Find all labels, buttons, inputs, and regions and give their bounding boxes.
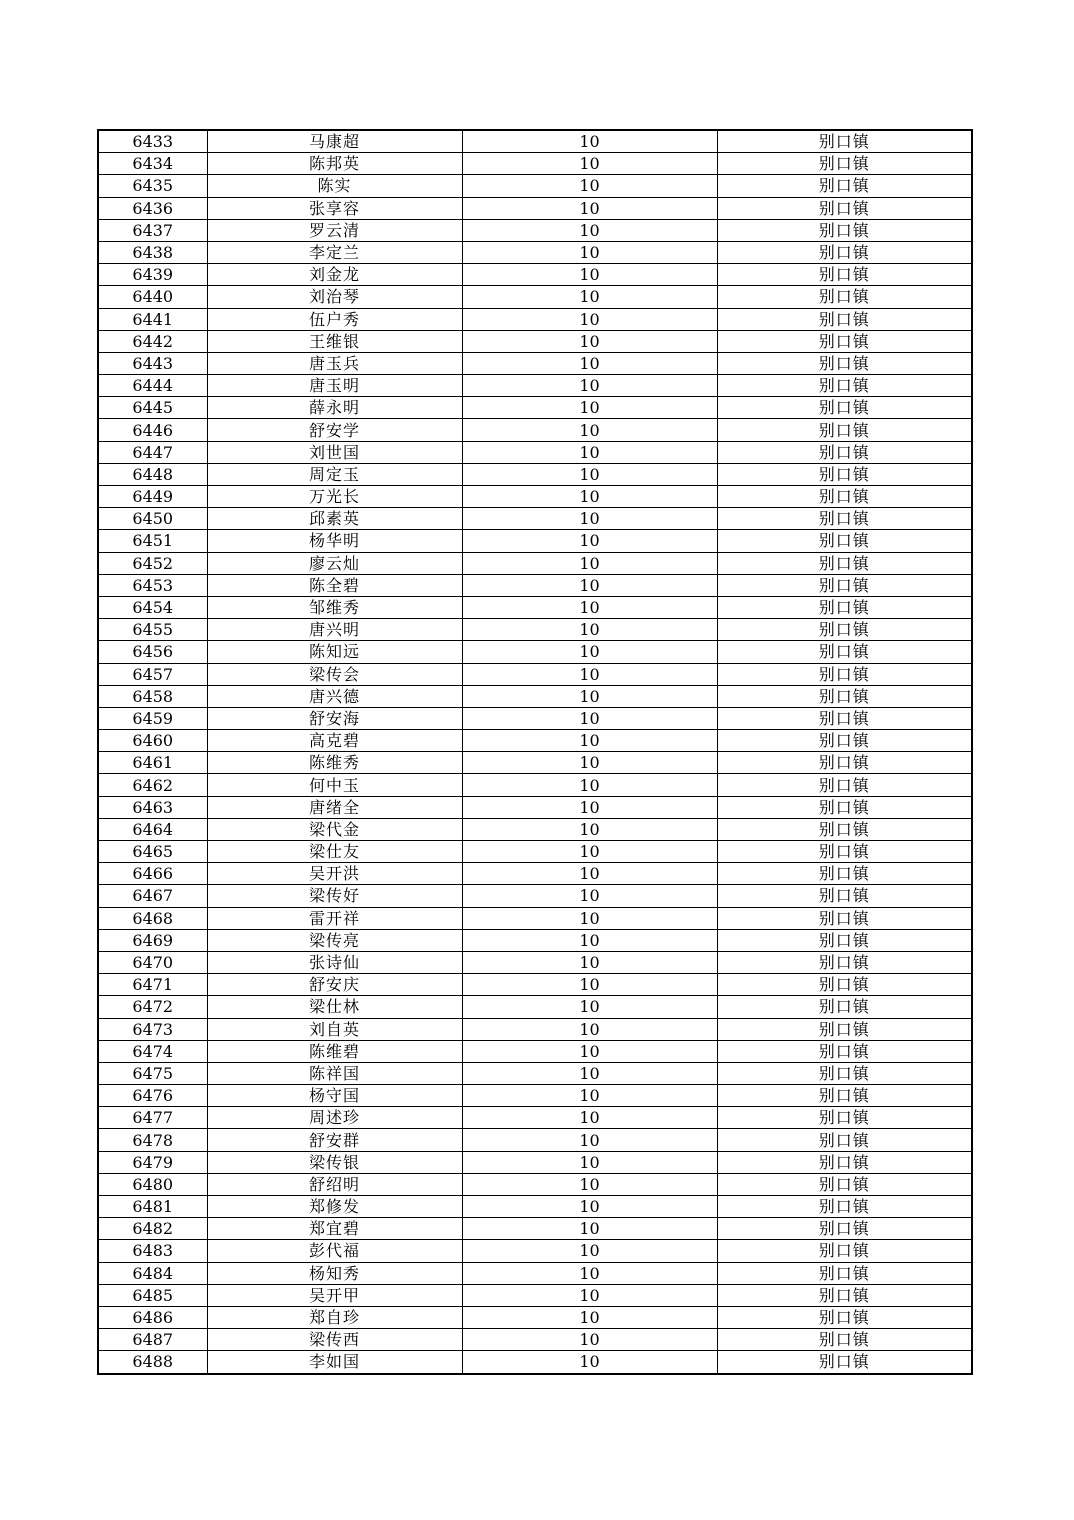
amount-cell: 10 — [462, 707, 717, 729]
town-cell: 别口镇 — [717, 330, 972, 352]
row-number-cell: 6444 — [98, 375, 207, 397]
row-number-cell: 6446 — [98, 419, 207, 441]
name-cell: 梁仕友 — [207, 841, 462, 863]
row-number-cell: 6463 — [98, 796, 207, 818]
town-cell: 别口镇 — [717, 1240, 972, 1262]
amount-cell: 10 — [462, 264, 717, 286]
amount-cell: 10 — [462, 419, 717, 441]
town-cell: 别口镇 — [717, 375, 972, 397]
name-cell: 唐玉明 — [207, 375, 462, 397]
name-cell: 梁传银 — [207, 1151, 462, 1173]
table-row — [98, 153, 972, 175]
table-row — [98, 1351, 972, 1374]
name-cell: 梁代金 — [207, 818, 462, 840]
roster-table — [97, 129, 973, 1375]
name-cell: 梁仕林 — [207, 996, 462, 1018]
town-cell: 别口镇 — [717, 1351, 972, 1374]
town-cell: 别口镇 — [717, 707, 972, 729]
town-cell: 别口镇 — [717, 1018, 972, 1040]
table-row — [98, 1107, 972, 1129]
row-number-cell: 6435 — [98, 175, 207, 197]
row-number-cell: 6447 — [98, 441, 207, 463]
town-cell: 别口镇 — [717, 130, 972, 153]
row-number-cell: 6441 — [98, 308, 207, 330]
amount-cell: 10 — [462, 375, 717, 397]
name-cell: 陈维碧 — [207, 1040, 462, 1062]
town-cell: 别口镇 — [717, 219, 972, 241]
name-cell: 梁传好 — [207, 885, 462, 907]
row-number-cell: 6473 — [98, 1018, 207, 1040]
town-cell: 别口镇 — [717, 863, 972, 885]
amount-cell: 10 — [462, 1107, 717, 1129]
table-row — [98, 663, 972, 685]
table-row — [98, 1284, 972, 1306]
name-cell: 万光长 — [207, 486, 462, 508]
amount-cell: 10 — [462, 308, 717, 330]
amount-cell: 10 — [462, 1151, 717, 1173]
row-number-cell: 6439 — [98, 264, 207, 286]
row-number-cell: 6472 — [98, 996, 207, 1018]
town-cell: 别口镇 — [717, 663, 972, 685]
row-number-cell: 6484 — [98, 1262, 207, 1284]
name-cell: 陈实 — [207, 175, 462, 197]
row-number-cell: 6443 — [98, 352, 207, 374]
row-number-cell: 6456 — [98, 641, 207, 663]
name-cell: 陈全碧 — [207, 574, 462, 596]
row-number-cell: 6465 — [98, 841, 207, 863]
row-number-cell: 6462 — [98, 774, 207, 796]
row-number-cell: 6453 — [98, 574, 207, 596]
town-cell: 别口镇 — [717, 397, 972, 419]
row-number-cell: 6476 — [98, 1085, 207, 1107]
town-cell: 别口镇 — [717, 730, 972, 752]
row-number-cell: 6469 — [98, 929, 207, 951]
amount-cell: 10 — [462, 130, 717, 153]
table-row — [98, 1240, 972, 1262]
amount-cell: 10 — [462, 463, 717, 485]
name-cell: 杨知秀 — [207, 1262, 462, 1284]
name-cell: 郑宜碧 — [207, 1218, 462, 1240]
table-row — [98, 419, 972, 441]
table-row — [98, 552, 972, 574]
name-cell: 梁传西 — [207, 1329, 462, 1351]
table-row — [98, 241, 972, 263]
town-cell: 别口镇 — [717, 463, 972, 485]
town-cell: 别口镇 — [717, 1262, 972, 1284]
table-row — [98, 530, 972, 552]
name-cell: 郑自珍 — [207, 1306, 462, 1328]
town-cell: 别口镇 — [717, 1284, 972, 1306]
amount-cell: 10 — [462, 1329, 717, 1351]
amount-cell: 10 — [462, 1218, 717, 1240]
name-cell: 薛永明 — [207, 397, 462, 419]
row-number-cell: 6455 — [98, 619, 207, 641]
name-cell: 张享容 — [207, 197, 462, 219]
name-cell: 刘金龙 — [207, 264, 462, 286]
amount-cell: 10 — [462, 1018, 717, 1040]
amount-cell: 10 — [462, 1129, 717, 1151]
amount-cell: 10 — [462, 996, 717, 1018]
town-cell: 别口镇 — [717, 951, 972, 973]
name-cell: 舒绍明 — [207, 1173, 462, 1195]
amount-cell: 10 — [462, 352, 717, 374]
town-cell: 别口镇 — [717, 1085, 972, 1107]
row-number-cell: 6445 — [98, 397, 207, 419]
town-cell: 别口镇 — [717, 929, 972, 951]
table-row — [98, 752, 972, 774]
amount-cell: 10 — [462, 219, 717, 241]
table-row — [98, 286, 972, 308]
table-row — [98, 796, 972, 818]
amount-cell: 10 — [462, 441, 717, 463]
table-row — [98, 907, 972, 929]
town-cell: 别口镇 — [717, 574, 972, 596]
name-cell: 杨守国 — [207, 1085, 462, 1107]
table-row — [98, 1173, 972, 1195]
table-row — [98, 219, 972, 241]
row-number-cell: 6464 — [98, 818, 207, 840]
name-cell: 李定兰 — [207, 241, 462, 263]
row-number-cell: 6483 — [98, 1240, 207, 1262]
table-row — [98, 951, 972, 973]
name-cell: 张诗仙 — [207, 951, 462, 973]
row-number-cell: 6468 — [98, 907, 207, 929]
town-cell: 别口镇 — [717, 974, 972, 996]
row-number-cell: 6452 — [98, 552, 207, 574]
row-number-cell: 6433 — [98, 130, 207, 153]
amount-cell: 10 — [462, 885, 717, 907]
table-row — [98, 197, 972, 219]
name-cell: 舒安学 — [207, 419, 462, 441]
table-row — [98, 1196, 972, 1218]
town-cell: 别口镇 — [717, 841, 972, 863]
row-number-cell: 6448 — [98, 463, 207, 485]
name-cell: 杨华明 — [207, 530, 462, 552]
table-row — [98, 175, 972, 197]
row-number-cell: 6458 — [98, 685, 207, 707]
town-cell: 别口镇 — [717, 175, 972, 197]
name-cell: 高克碧 — [207, 730, 462, 752]
town-cell: 别口镇 — [717, 619, 972, 641]
town-cell: 别口镇 — [717, 508, 972, 530]
name-cell: 马康超 — [207, 130, 462, 153]
row-number-cell: 6461 — [98, 752, 207, 774]
name-cell: 舒安庆 — [207, 974, 462, 996]
amount-cell: 10 — [462, 1351, 717, 1374]
amount-cell: 10 — [462, 907, 717, 929]
table-row — [98, 264, 972, 286]
town-cell: 别口镇 — [717, 1040, 972, 1062]
amount-cell: 10 — [462, 330, 717, 352]
amount-cell: 10 — [462, 1196, 717, 1218]
table-row — [98, 508, 972, 530]
amount-cell: 10 — [462, 596, 717, 618]
town-cell: 别口镇 — [717, 241, 972, 263]
name-cell: 周述珍 — [207, 1107, 462, 1129]
name-cell: 吴开甲 — [207, 1284, 462, 1306]
town-cell: 别口镇 — [717, 1129, 972, 1151]
town-cell: 别口镇 — [717, 530, 972, 552]
table-row — [98, 441, 972, 463]
amount-cell: 10 — [462, 818, 717, 840]
amount-cell: 10 — [462, 1085, 717, 1107]
town-cell: 别口镇 — [717, 552, 972, 574]
table-row — [98, 641, 972, 663]
name-cell: 舒安海 — [207, 707, 462, 729]
town-cell: 别口镇 — [717, 1329, 972, 1351]
table-row — [98, 308, 972, 330]
name-cell: 李如国 — [207, 1351, 462, 1374]
town-cell: 别口镇 — [717, 1173, 972, 1195]
town-cell: 别口镇 — [717, 596, 972, 618]
row-number-cell: 6480 — [98, 1173, 207, 1195]
name-cell: 罗云清 — [207, 219, 462, 241]
table-row — [98, 707, 972, 729]
table-row — [98, 885, 972, 907]
row-number-cell: 6485 — [98, 1284, 207, 1306]
amount-cell: 10 — [462, 530, 717, 552]
amount-cell: 10 — [462, 552, 717, 574]
amount-cell: 10 — [462, 730, 717, 752]
amount-cell: 10 — [462, 1284, 717, 1306]
town-cell: 别口镇 — [717, 818, 972, 840]
row-number-cell: 6477 — [98, 1107, 207, 1129]
town-cell: 别口镇 — [717, 153, 972, 175]
name-cell: 刘世国 — [207, 441, 462, 463]
town-cell: 别口镇 — [717, 197, 972, 219]
amount-cell: 10 — [462, 1040, 717, 1062]
table-row — [98, 929, 972, 951]
name-cell: 陈知远 — [207, 641, 462, 663]
town-cell: 别口镇 — [717, 796, 972, 818]
row-number-cell: 6437 — [98, 219, 207, 241]
town-cell: 别口镇 — [717, 752, 972, 774]
amount-cell: 10 — [462, 863, 717, 885]
row-number-cell: 6440 — [98, 286, 207, 308]
town-cell: 别口镇 — [717, 419, 972, 441]
row-number-cell: 6466 — [98, 863, 207, 885]
row-number-cell: 6451 — [98, 530, 207, 552]
amount-cell: 10 — [462, 153, 717, 175]
table-row — [98, 1151, 972, 1173]
town-cell: 别口镇 — [717, 1107, 972, 1129]
table-row — [98, 996, 972, 1018]
amount-cell: 10 — [462, 175, 717, 197]
row-number-cell: 6436 — [98, 197, 207, 219]
name-cell: 吴开洪 — [207, 863, 462, 885]
name-cell: 邱素英 — [207, 508, 462, 530]
row-number-cell: 6460 — [98, 730, 207, 752]
table-row — [98, 1040, 972, 1062]
table-row — [98, 1062, 972, 1084]
amount-cell: 10 — [462, 1173, 717, 1195]
amount-cell: 10 — [462, 486, 717, 508]
row-number-cell: 6454 — [98, 596, 207, 618]
row-number-cell: 6459 — [98, 707, 207, 729]
name-cell: 唐兴德 — [207, 685, 462, 707]
table-row — [98, 1262, 972, 1284]
table-row — [98, 1085, 972, 1107]
name-cell: 邹维秀 — [207, 596, 462, 618]
row-number-cell: 6467 — [98, 885, 207, 907]
amount-cell: 10 — [462, 619, 717, 641]
amount-cell: 10 — [462, 1306, 717, 1328]
table-row — [98, 486, 972, 508]
town-cell: 别口镇 — [717, 1218, 972, 1240]
town-cell: 别口镇 — [717, 286, 972, 308]
row-number-cell: 6471 — [98, 974, 207, 996]
amount-cell: 10 — [462, 1240, 717, 1262]
name-cell: 廖云灿 — [207, 552, 462, 574]
row-number-cell: 6449 — [98, 486, 207, 508]
amount-cell: 10 — [462, 974, 717, 996]
table-row — [98, 1306, 972, 1328]
town-cell: 别口镇 — [717, 1306, 972, 1328]
name-cell: 唐绪全 — [207, 796, 462, 818]
amount-cell: 10 — [462, 508, 717, 530]
table-row — [98, 974, 972, 996]
town-cell: 别口镇 — [717, 685, 972, 707]
town-cell: 别口镇 — [717, 996, 972, 1018]
table-row — [98, 130, 972, 153]
row-number-cell: 6475 — [98, 1062, 207, 1084]
row-number-cell: 6478 — [98, 1129, 207, 1151]
table-row — [98, 463, 972, 485]
amount-cell: 10 — [462, 397, 717, 419]
table-row — [98, 730, 972, 752]
row-number-cell: 6474 — [98, 1040, 207, 1062]
name-cell: 梁传会 — [207, 663, 462, 685]
row-number-cell: 6488 — [98, 1351, 207, 1374]
town-cell: 别口镇 — [717, 1062, 972, 1084]
row-number-cell: 6450 — [98, 508, 207, 530]
town-cell: 别口镇 — [717, 1151, 972, 1173]
name-cell: 陈祥国 — [207, 1062, 462, 1084]
name-cell: 梁传亮 — [207, 929, 462, 951]
amount-cell: 10 — [462, 574, 717, 596]
table-row — [98, 1218, 972, 1240]
name-cell: 刘自英 — [207, 1018, 462, 1040]
town-cell: 别口镇 — [717, 641, 972, 663]
name-cell: 周定玉 — [207, 463, 462, 485]
name-cell: 刘治琴 — [207, 286, 462, 308]
table-row — [98, 685, 972, 707]
table-row — [98, 619, 972, 641]
row-number-cell: 6479 — [98, 1151, 207, 1173]
town-cell: 别口镇 — [717, 486, 972, 508]
name-cell: 唐玉兵 — [207, 352, 462, 374]
row-number-cell: 6482 — [98, 1218, 207, 1240]
town-cell: 别口镇 — [717, 1196, 972, 1218]
amount-cell: 10 — [462, 197, 717, 219]
table-row — [98, 397, 972, 419]
table-row — [98, 841, 972, 863]
table-row — [98, 1329, 972, 1351]
row-number-cell: 6481 — [98, 1196, 207, 1218]
table-row — [98, 596, 972, 618]
town-cell: 别口镇 — [717, 774, 972, 796]
town-cell: 别口镇 — [717, 264, 972, 286]
table-row — [98, 375, 972, 397]
name-cell: 舒安群 — [207, 1129, 462, 1151]
table-row — [98, 330, 972, 352]
name-cell: 彭代福 — [207, 1240, 462, 1262]
amount-cell: 10 — [462, 685, 717, 707]
amount-cell: 10 — [462, 951, 717, 973]
name-cell: 郑修发 — [207, 1196, 462, 1218]
table-row — [98, 774, 972, 796]
town-cell: 别口镇 — [717, 308, 972, 330]
row-number-cell: 6470 — [98, 951, 207, 973]
table-row — [98, 1129, 972, 1151]
roster-table-body — [98, 130, 972, 1374]
row-number-cell: 6486 — [98, 1306, 207, 1328]
name-cell: 王维银 — [207, 330, 462, 352]
town-cell: 别口镇 — [717, 907, 972, 929]
row-number-cell: 6438 — [98, 241, 207, 263]
town-cell: 别口镇 — [717, 441, 972, 463]
name-cell: 雷开祥 — [207, 907, 462, 929]
row-number-cell: 6457 — [98, 663, 207, 685]
table-row — [98, 352, 972, 374]
name-cell: 陈邦英 — [207, 153, 462, 175]
table-row — [98, 818, 972, 840]
amount-cell: 10 — [462, 796, 717, 818]
row-number-cell: 6434 — [98, 153, 207, 175]
amount-cell: 10 — [462, 663, 717, 685]
amount-cell: 10 — [462, 1062, 717, 1084]
row-number-cell: 6442 — [98, 330, 207, 352]
table-row — [98, 574, 972, 596]
table-row — [98, 1018, 972, 1040]
amount-cell: 10 — [462, 774, 717, 796]
name-cell: 伍户秀 — [207, 308, 462, 330]
town-cell: 别口镇 — [717, 885, 972, 907]
amount-cell: 10 — [462, 929, 717, 951]
row-number-cell: 6487 — [98, 1329, 207, 1351]
amount-cell: 10 — [462, 286, 717, 308]
name-cell: 唐兴明 — [207, 619, 462, 641]
name-cell: 何中玉 — [207, 774, 462, 796]
name-cell: 陈维秀 — [207, 752, 462, 774]
amount-cell: 10 — [462, 1262, 717, 1284]
document-page — [97, 129, 971, 1375]
town-cell: 别口镇 — [717, 352, 972, 374]
amount-cell: 10 — [462, 841, 717, 863]
amount-cell: 10 — [462, 241, 717, 263]
amount-cell: 10 — [462, 752, 717, 774]
table-row — [98, 863, 972, 885]
amount-cell: 10 — [462, 641, 717, 663]
